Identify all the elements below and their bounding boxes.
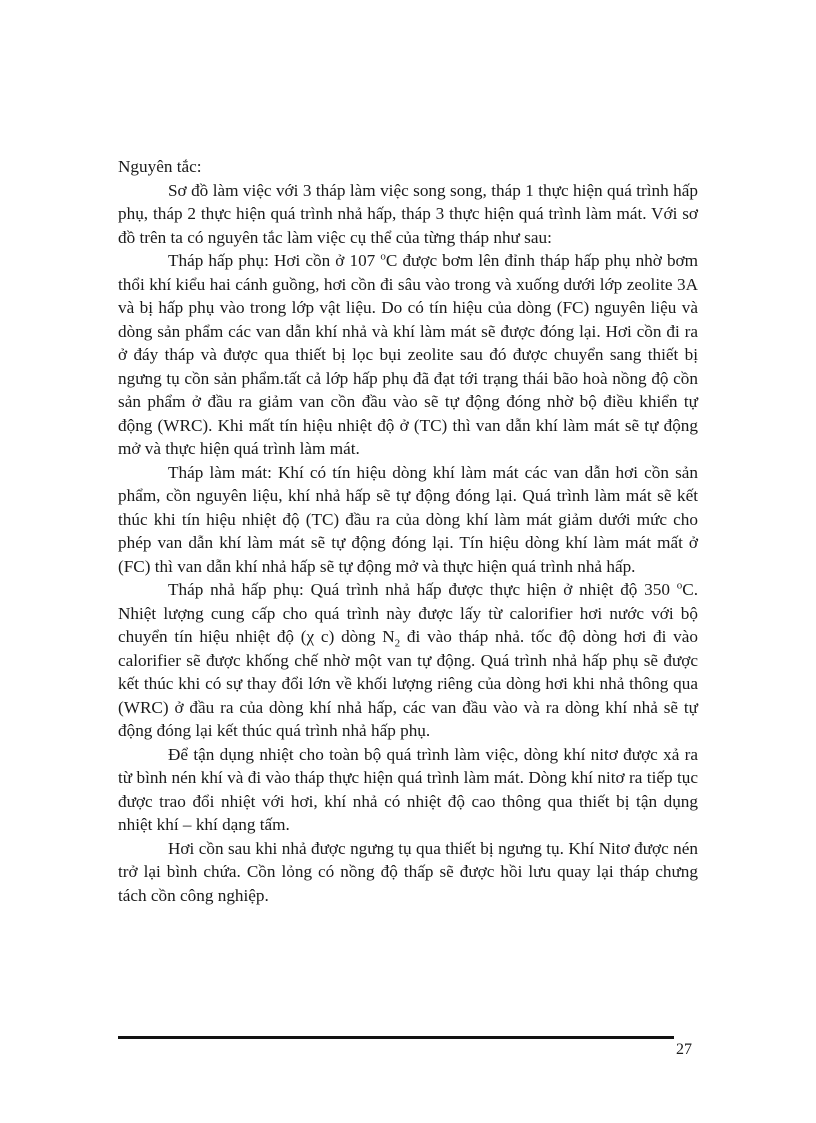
paragraph-desorption-tower xyxy=(118,578,698,743)
footer-rule xyxy=(118,1036,674,1039)
degree-superscript: o xyxy=(380,250,386,263)
text-run: Tháp làm mát: Khí có tín hiệu dòng khí làm mát các van dẫn hơi cồn sản phẩm, cồn nguyên liệu, khí nhả hấp sẽ tự động đóng lại. Quá trình làm mát sẽ kết thúc khi tín hiệu nhiệt độ (TC) đầu ra của dòng khí làm mát giảm dưới mức cho phép van dẫn khí làm mát sẽ tự động đóng lại. Tín hiệu dòng khí làm mát mất ở (FC) thì van dẫn khí nhả hấp sẽ tự động mở và thực hiện quá trình nhả hấp. xyxy=(118,462,698,576)
text-run: C. Nhiệt lượng cung cấp cho quá trình này được lấy từ calorifier hơi nước với bộ chuyển tín hiệu nhiệt độ (χ c) dòng N xyxy=(118,580,698,646)
paragraph-adsorption-tower xyxy=(118,249,698,461)
text-run: Hơi cồn sau khi nhả được ngưng tụ qua thiết bị ngưng tụ. Khí Nitơ được nén trở lại bình chứa. Cồn lỏng có nồng độ thấp sẽ được hồi lưu quay lại tháp chưng tách cồn công nghiệp. xyxy=(118,838,698,905)
text-run: Để tận dụng nhiệt cho toàn bộ quá trình làm việc, dòng khí nitơ được xả ra từ bình nén khí và đi vào tháp thực hiện quá trình làm mát. Dòng khí nitơ ra tiếp tục được trao đổi nhiệt với hơi, khí nhả có nhiệt độ cao thông qua thiết bị tận dụng nhiệt khí – khí dạng tấm. xyxy=(118,744,698,834)
paragraph-heat-recovery xyxy=(118,743,698,837)
page-content xyxy=(118,155,698,907)
section-heading: Nguyên tắc: xyxy=(118,157,202,176)
text-run: Sơ đồ làm việc với 3 tháp làm việc song song, tháp 1 thực hiện quá trình hấp phụ, tháp 2 thực hiện quá trình nhả hấp, tháp 3 thực hiện quá trình làm mát. Với sơ đồ trên ta có nguyên tắc làm việc cụ thể của từng tháp như sau: xyxy=(118,180,698,247)
page-number: 27 xyxy=(676,1041,692,1058)
text-run: đi vào tháp nhả. tốc độ dòng hơi đi vào calorifier sẽ được khống chế nhờ một van tự động. Quá trình nhả hấp phụ sẽ được kết thúc khi có sự thay đổi lớn về khối lượng riêng của dòng hơi khi nhả thông qua (WRC) ở đầu ra của dòng khí nhả hấp, các van đầu vào và ra dòng khí nhả sẽ tự động đóng lại kết thúc quá trình nhả hấp phụ. xyxy=(118,627,699,740)
paragraph-cooling-tower xyxy=(118,461,698,579)
text-run: Tháp hấp phụ: Hơi cồn ở 107 xyxy=(168,251,381,270)
text-run: Tháp nhả hấp phụ: Quá trình nhả hấp được thực hiện ở nhiệt độ 350 xyxy=(168,580,677,599)
degree-superscript: o xyxy=(676,579,683,592)
paragraph-overview xyxy=(118,179,698,250)
chemical-subscript: 2 xyxy=(394,637,401,650)
paragraph-condensation xyxy=(118,837,698,908)
text-run: C được bơm lên đỉnh tháp hấp phụ nhờ bơm thổi khí kiểu hai cánh guồng, hơi cồn đi sâu vào trong và xuống dưới lớp zeolite 3A và bị hấp phụ vào trong lớp vật liệu. Do có tín hiệu của dòng (FC) nguyên liệu và dòng sản phẩm các van dẫn khí nhả và khí làm mát sẽ được đóng lại. Hơi cồn đi ra ở đáy tháp và được qua thiết bị lọc bụi zeolite sau đó được chuyển sang thiết bị ngưng tụ cồn sản phẩm.tất cả lớp hấp phụ đã đạt tới trạng thái bão hoà nồng độ cồn sản phẩm ở đầu ra giảm van cồn đầu vào sẽ tự động đóng nhờ bộ điều khiển tự động (WRC). Khi mất tín hiệu nhiệt độ ở (TC) thì van dẫn khí làm mát sẽ tự động mở và thực hiện quá trình làm mát. xyxy=(118,251,699,458)
